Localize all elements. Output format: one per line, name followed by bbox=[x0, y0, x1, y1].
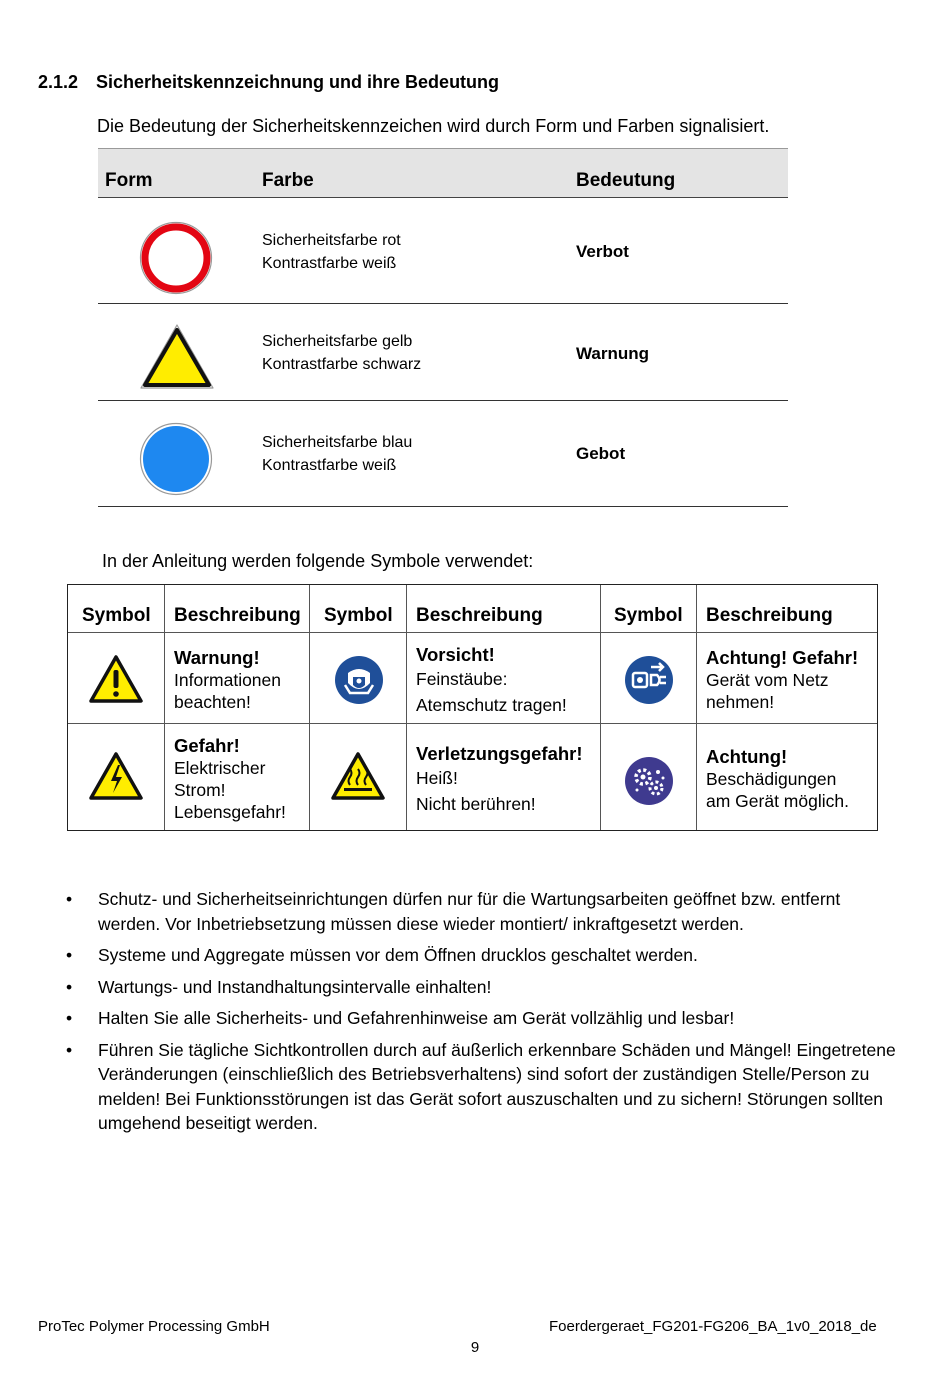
bullet-icon: • bbox=[66, 976, 73, 997]
description-line: Atemschutz tragen! bbox=[416, 695, 567, 715]
header-symbol: Symbol bbox=[614, 605, 683, 626]
symbol-description bbox=[706, 746, 849, 812]
farbe-line: Kontrastfarbe weiß bbox=[262, 457, 397, 474]
symbol-description bbox=[706, 647, 858, 713]
description-line: Heiß! bbox=[416, 768, 458, 788]
description-title: Vorsicht! bbox=[416, 644, 495, 665]
symbols-table bbox=[67, 584, 878, 831]
description-line: am Gerät möglich. bbox=[706, 791, 849, 811]
list-item-text: Halten Sie alle Sicherheits- und Gefahrenhinweise am Gerät vollzählig und lesbar! bbox=[98, 1008, 735, 1028]
description-title: Achtung! Gefahr! bbox=[706, 647, 859, 668]
footer-company: ProTec Polymer Processing GmbH bbox=[38, 1318, 270, 1335]
list-item-text: Führen Sie tägliche Sichtkontrollen durch auf äußerlich erkennbare Schäden und Mängel! Eingetretene Veränderungen (einschließlich des Betriebsverhaltens) sind sofort der zuständigen Stelle/Person zu melden! Bei Funktionsstörungen ist das Gerät sofort auszuschalten und zu sichern! Störungen sollten umgehend beseitigt werden. bbox=[98, 1039, 896, 1133]
hot-surface-icon bbox=[330, 751, 386, 801]
disconnect-mains-icon bbox=[624, 655, 674, 705]
safety-instructions-list bbox=[66, 887, 906, 1143]
symbols-intro-text: In der Anleitung werden folgende Symbole verwendet: bbox=[102, 551, 534, 571]
description-line: nehmen! bbox=[706, 692, 775, 712]
intro-text: Die Bedeutung der Sicherheitskennzeichen wird durch Form und Farben signalisiert. bbox=[97, 116, 770, 136]
header-symbol: Symbol bbox=[82, 605, 151, 626]
bullet-icon: • bbox=[66, 1039, 73, 1060]
header-bedeutung: Bedeutung bbox=[576, 170, 676, 191]
section-title: Sicherheitskennzeichnung und ihre Bedeutung bbox=[96, 72, 500, 92]
safety-sign-meaning-table bbox=[98, 148, 788, 507]
farbe-line: Kontrastfarbe schwarz bbox=[262, 356, 422, 373]
description-line: Elektrischer bbox=[174, 758, 266, 778]
description-line: Informationen bbox=[174, 670, 282, 690]
list-item bbox=[66, 1038, 906, 1136]
bedeutung-cell: Warnung bbox=[576, 344, 650, 363]
section-heading bbox=[38, 72, 499, 93]
description-line: beachten! bbox=[174, 692, 251, 712]
farbe-line: Kontrastfarbe weiß bbox=[262, 255, 397, 272]
footer-document-id: Foerdergeraet_FG201-FG206_BA_1v0_2018_de bbox=[549, 1318, 877, 1335]
header-form: Form bbox=[105, 170, 153, 191]
list-item bbox=[66, 975, 906, 1000]
header-beschreibung: Beschreibung bbox=[706, 605, 833, 626]
farbe-cell bbox=[262, 431, 412, 477]
mandatory-sign-icon bbox=[138, 421, 214, 497]
list-item-text: Schutz- und Sicherheitseinrichtungen dürfen nur für die Wartungsarbeiten geöffnet bzw. entfernt werden. Vor Inbetriebsetzung müssen diese wieder montiert/ inkraftgesetzt werden. bbox=[98, 889, 841, 934]
general-warning-icon bbox=[88, 654, 144, 704]
farbe-cell bbox=[262, 330, 421, 376]
bedeutung-cell: Verbot bbox=[576, 242, 629, 261]
description-line: Lebensgefahr! bbox=[174, 802, 286, 822]
symbol-description bbox=[174, 735, 286, 823]
list-item-text: Systeme und Aggregate müssen vor dem Öffnen drucklos geschaltet werden. bbox=[98, 945, 698, 965]
table-row bbox=[98, 304, 788, 401]
table-header bbox=[98, 148, 788, 198]
respirator-mask-icon bbox=[334, 655, 384, 705]
symbol-description bbox=[416, 743, 583, 815]
list-item-text: Wartungs- und Instandhaltungsintervalle einhalten! bbox=[98, 976, 492, 997]
farbe-cell bbox=[262, 229, 401, 275]
description-title: Achtung! bbox=[706, 746, 788, 767]
description-title: Warnung! bbox=[174, 647, 260, 668]
list-item bbox=[66, 1006, 906, 1031]
header-symbol: Symbol bbox=[324, 605, 393, 626]
description-line: Beschädigungen bbox=[706, 769, 837, 789]
table-row bbox=[98, 198, 788, 304]
bullet-icon: • bbox=[66, 945, 73, 965]
bullet-icon: • bbox=[66, 1008, 73, 1028]
table-row bbox=[98, 401, 788, 507]
warning-sign-icon bbox=[138, 322, 216, 392]
description-line: Nicht berühren! bbox=[416, 794, 536, 814]
description-title: Gefahr! bbox=[174, 735, 240, 756]
farbe-line: Sicherheitsfarbe gelb bbox=[262, 333, 413, 350]
bedeutung-cell: Gebot bbox=[576, 444, 626, 463]
header-beschreibung: Beschreibung bbox=[416, 605, 543, 626]
prohibition-sign-icon bbox=[138, 220, 214, 296]
list-item bbox=[66, 887, 906, 936]
header-beschreibung: Beschreibung bbox=[174, 605, 301, 626]
farbe-line: Sicherheitsfarbe blau bbox=[262, 434, 413, 451]
page-number: 9 bbox=[470, 1339, 480, 1356]
symbol-description bbox=[174, 647, 281, 713]
bullet-icon: • bbox=[66, 889, 73, 909]
description-line: Feinstäube: bbox=[416, 669, 508, 689]
symbol-description bbox=[416, 644, 567, 716]
header-farbe: Farbe bbox=[262, 170, 314, 191]
description-line: Gerät vom Netz bbox=[706, 670, 829, 690]
description-title: Verletzungsgefahr! bbox=[416, 743, 583, 764]
farbe-line: Sicherheitsfarbe rot bbox=[262, 232, 401, 249]
electric-hazard-icon bbox=[88, 751, 144, 801]
description-line: Strom! bbox=[174, 780, 226, 800]
list-item bbox=[66, 943, 906, 968]
device-damage-icon bbox=[624, 756, 674, 806]
section-number: 2.1.2 bbox=[38, 72, 79, 92]
